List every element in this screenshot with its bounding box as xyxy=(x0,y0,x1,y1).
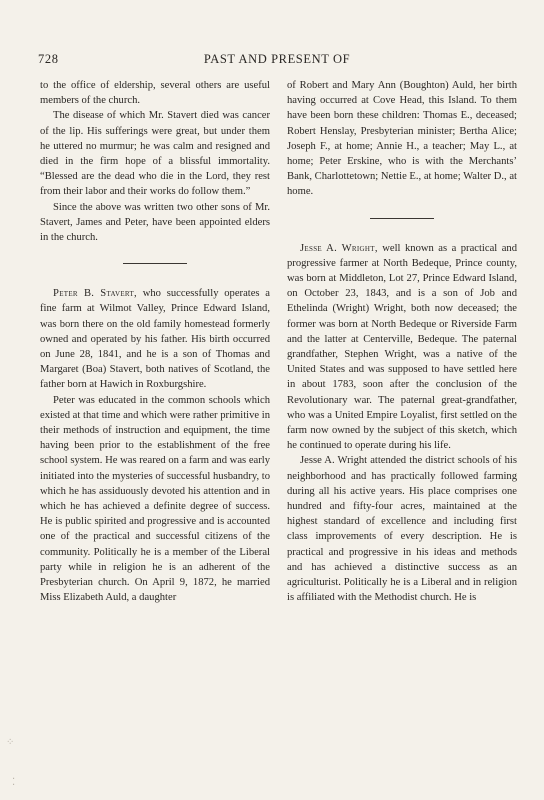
page-number: 728 xyxy=(38,52,59,66)
running-title: PAST AND PRESENT OF xyxy=(203,52,351,66)
paragraph-eldership: to the office of eldership, several others are useful members of the church. xyxy=(40,80,270,107)
paragraph-elders-update: Since the above was written two other sons of Mr. Stavert, James and Peter, have been appointed elders in the church. xyxy=(40,201,270,244)
paragraph-jesse-wright-intro xyxy=(287,241,517,454)
margin-smudge: ⁘ xyxy=(6,737,15,748)
page-header xyxy=(38,52,516,70)
paragraph-auld-children: of Robert and Mary Ann (Boughton) Auld, her birth having occurred at Cove Head, this Island. To them have been born these children: Thomas E., deceased; Robert Henslay, Presbyterian minister; Bertha Alice; Joseph F., at home; Annie H., a teacher; May L., at home; Peter Erskine, who is with the Merchants’ Bank, Charlottetown; Nettie E., at home; Walter D., at home. xyxy=(287,80,517,198)
paragraph-peter-education: Peter was educated in the common schools which existed at that time and which were rather primitive in their methods of instruction and equipment, the time having been prior to the establishment of the free school system. He was reared on a farm and was early initiated into the mysteries of successful husbandry, to which he has assiduously devoted his attention and in which he has achieved a definite degree of success. He is public spirited and progressive and is accounted one of the practical and successful citizens of the community. Politically he is a member of the Liberal party while in religion he is an adherent of the Presbyterian church. On April 9, 1872, he married Miss Elizabeth Auld, a daughter xyxy=(40,394,270,604)
paragraph-disease: The disease of which Mr. Stavert died was cancer of the lip. His sufferings were great, but under them he uttered no murmur; he was calm and resigned and died in the firm hope of a blissful immortality. “Blessed are the dead who die in the Lord, they rest from their labor and their works do follow them.” xyxy=(40,110,270,198)
section-divider xyxy=(123,263,187,264)
paragraph-jesse-farming: Jesse A. Wright attended the district schools of his neighborhood and has practically followed farming during all his active years. His place comprises one hundred and fifty-four acres, maintained at the highest standard of excellence and including first class improvements of every description. He is practical and progressive in his ideas and methods and has achieved a distinctive success as an agriculturist. Politically he is a Liberal and in religion is affiliated with the Methodist church. He is xyxy=(287,455,517,604)
paragraph-peter-stavert-intro xyxy=(40,286,270,392)
intro-text: who successfully operates a fine farm at Wilmot Valley, Prince Edward Island, was born there on the old family homestead formerly owned and operated by his father. His birth occurred on June 28, 1841, and he is a son of Thomas and Margaret (Boa) Stavert, both natives of Scotland, the father born at Hawich in Roxburgshire. xyxy=(40,288,270,391)
subject-name-jesse-wright: Jesse A. Wright, xyxy=(300,242,378,254)
intro-text: well known as a practical and progressive farmer at North Bedeque, Prince county, was born at Middleton, Lot 27, Prince Edward Island, on October 23, 1843, and is a son of Job and Ethelinda (Wright) Wright, both now deceased; the former was born at North Bedeque or Riverside Farm and the latter at Centerville, Bedeque. The paternal grandfather, Stephen Wright, was a native of the United States and was supposed to have settled here in about 1783, soon after the conclusion of the Revolutionary war. The paternal great-grandfather, who was a United Empire Loyalist, first settled on the farm now owned by the subject of this sketch, which he continued to operate during his life. xyxy=(287,242,517,452)
margin-smudge: ⁚ xyxy=(12,777,16,788)
subject-name-peter-stavert: Peter B. Stavert, xyxy=(53,288,137,300)
right-column xyxy=(287,78,517,606)
section-divider xyxy=(370,218,434,219)
left-column xyxy=(40,78,270,606)
